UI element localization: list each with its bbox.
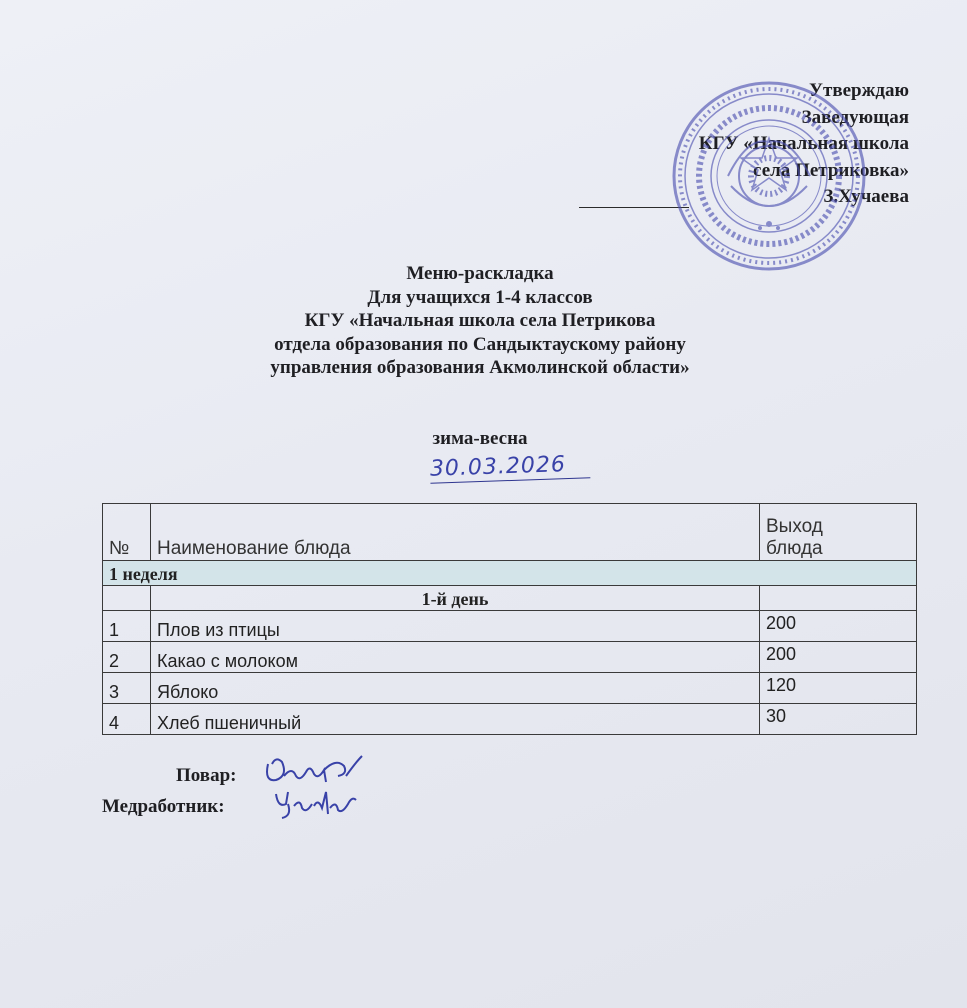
approval-block: [579, 78, 909, 211]
menu-table: [102, 503, 917, 735]
medic-signature-icon: [272, 786, 362, 822]
row-num: 2: [103, 642, 151, 673]
week-label: 1 неделя: [103, 561, 917, 586]
row-num: 4: [103, 704, 151, 735]
title-line-2: Для учащихся 1-4 классов: [367, 286, 593, 308]
approval-village: села Петриковка»: [753, 159, 909, 181]
day-output-empty-cell: [760, 586, 917, 611]
header-output-line-2: блюда: [766, 538, 823, 559]
table-row: [103, 611, 917, 642]
day-label: 1-й день: [151, 586, 760, 611]
handwritten-date-text: 30.03.2026: [430, 451, 591, 484]
row-num: 3: [103, 673, 151, 704]
row-output: 200: [760, 611, 917, 642]
handwritten-date: [430, 451, 591, 487]
row-dish: Яблоко: [151, 673, 760, 704]
table-row: [103, 642, 917, 673]
table-row: [103, 673, 917, 704]
row-output: 120: [760, 673, 917, 704]
day-row: [103, 586, 917, 611]
row-dish: Плов из птицы: [151, 611, 760, 642]
header-output: [760, 504, 917, 561]
header-num: №: [103, 504, 151, 561]
approval-position: Заведующая: [801, 106, 909, 128]
cook-label: Повар:: [176, 765, 237, 786]
title-line-3: КГУ «Начальная школа села Петрикова: [304, 310, 656, 331]
season-label: зима-весна: [432, 428, 528, 449]
table-header-row: [103, 504, 917, 561]
document-title: [180, 262, 780, 380]
row-output: 200: [760, 642, 917, 673]
title-line-1: Меню-раскладка: [406, 263, 554, 284]
medic-label: Медработник:: [102, 796, 225, 817]
approval-org: КГУ «Начальная школа: [698, 133, 909, 154]
title-line-4: отдела образования по Сандыктаускому району: [274, 333, 686, 355]
row-dish: Какао с молоком: [151, 642, 760, 673]
week-row: [103, 561, 917, 586]
approval-signer: З.Хучаева: [823, 186, 909, 207]
header-output-line-1: Выход: [766, 516, 823, 537]
approval-approve: Утверждаю: [809, 80, 909, 101]
day-empty-cell: [103, 586, 151, 611]
row-dish: Хлеб пшеничный: [151, 704, 760, 735]
row-output: 30: [760, 704, 917, 735]
signature-line: [579, 207, 689, 208]
table-row: [103, 704, 917, 735]
title-line-5: управления образования Акмолинской области»: [270, 357, 690, 378]
approval-signer-row: [579, 184, 909, 211]
row-num: 1: [103, 611, 151, 642]
header-dish-name: Наименование блюда: [151, 504, 760, 561]
